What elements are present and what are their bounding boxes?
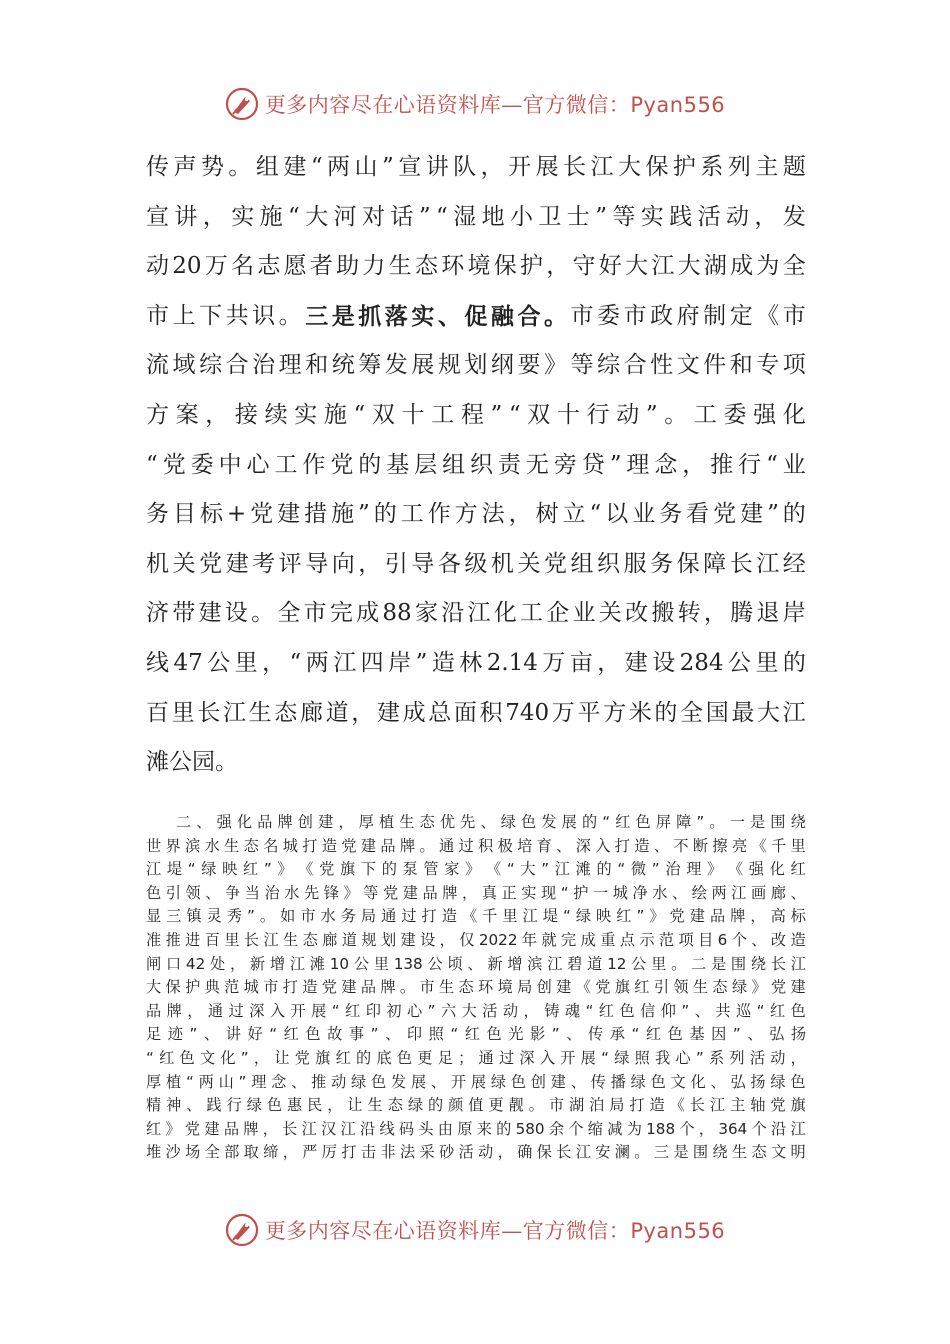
text-line: 色 引 领 、 争 当 治 水 先 锋 》 等 党 建 品 牌 ， 真 正 实 现 “ 护 一 城 净 水 、 绘 两 江 画 廊 、 <box>146 883 806 902</box>
banner-text <box>265 89 725 119</box>
pen-nib-logo-icon <box>225 1213 259 1247</box>
text-line: 方 案 ， 接 续 实 施 “ 双 十 工 程 ” “ 双 十 行 动 ” 。 工 委 强 化 <box>146 401 806 428</box>
text-line: 闸 口 42 处 ， 新 增 江 滩 10 公 里 138 公 顷 、 新 增 滨 江 碧 道 12 公 里 。 二 是 围 绕 长 江 <box>146 954 806 973</box>
text-line: 大 保 护 典 范 城 市 打 造 党 建 品 牌 。 市 生 态 环 境 局 创 建 《 党 旗 红 引 领 生 态 绿 》 党 建 <box>146 978 806 997</box>
header-banner <box>0 84 950 124</box>
text-line: 流 域 综 合 治 理 和 统 筹 发 展 规 划 纲 要 》 等 综 合 性 文 件 和 专 项 <box>146 352 806 379</box>
banner-label: 更多内容尽在心语资料库—官方微信： <box>264 1219 631 1243</box>
text-line: 滩公园。 <box>146 749 238 776</box>
text-line: 传 声 势 。 组 建 “ 两 山 ” 宣 讲 队 ， 开 展 长 江 大 保 护 系 列 主 题 <box>146 154 806 180</box>
text-line: 世 界 滨 水 生 态 名 城 打 造 党 建 品 牌 。 通 过 积 极 培 育 、 深 入 打 造 、 不 断 擦 亮 《 千 里 <box>146 836 806 855</box>
text-line: 机 关 党 建 考 评 导 向 ， 引 导 各 级 机 关 党 组 织 服 务 保 障 长 江 经 <box>146 550 806 577</box>
text-line: 红 》 党 建 品 牌 ， 长 江 汉 江 沿 线 码 头 由 原 来 的 580 余 个 缩 减 为 188 个 ， 364 个 沿 江 <box>146 1119 806 1138</box>
footer-banner <box>0 1210 950 1250</box>
text-line: “ 党 委 中 心 工 作 党 的 基 层 组 织 责 无 旁 贷 ” 理 念 ， 推 行 “ 业 <box>146 451 806 478</box>
text-line: 准 推 进 百 里 长 江 生 态 廊 道 规 划 建 设 ， 仅 2022 年 就 完 成 重 点 示 范 项 目 6 个 、 改 造 <box>146 930 806 949</box>
large-paragraph <box>146 143 806 788</box>
text-line: 动 20 万 名 志 愿 者 助 力 生 态 环 境 保 护 ， 守 好 大 江 大 湖 成 为 全 <box>146 253 806 280</box>
text-line: 品 牌 ， 通 过 深 入 开 展 “ 红 印 初 心 ” 六 大 活 动 ， 铸 魂 “ 红 色 信 仰 ” 、 共 巡 “ 红 色 <box>146 1001 806 1020</box>
text-line-mixed: 市 上 下 共 识 。 三 是 抓 落 实 、 促 融 合 。 市 委 市 政 府 制 定 《 市 <box>146 302 806 330</box>
text-line: 务 目 标 + 党 建 措 施 ” 的 工 作 方 法 ， 树 立 “ 以 业 务 看 党 建 ” 的 <box>146 501 806 528</box>
text-line: 二 、 强 化 品 牌 创 建 ， 厚 植 生 态 优 先 、 绿 色 发 展 的 “ 红 色 屏 障 ” 。 一 是 围 绕 <box>176 813 806 831</box>
text-line: 线 47 公 里 ， “ 两 江 四 岸 ” 造 林 2.14 万 亩 ， 建 设 284 公 里 的 <box>146 649 806 676</box>
banner-text <box>265 1215 725 1245</box>
small-paragraph <box>146 811 806 1165</box>
text-line: “ 红 色 文 化 ” ， 让 党 旗 红 的 底 色 更 足 ； 通 过 深 入 开 展 “ 绿 照 我 心 ” 系 列 活 动 ， <box>146 1048 806 1067</box>
banner-label: 更多内容尽在心语资料库—官方微信： <box>264 93 631 117</box>
text-line: 济 带 建 设 。 全 市 完 成 88 家 沿 江 化 工 企 业 关 改 搬 转 ， 腾 退 岸 <box>146 600 806 627</box>
text-line: 厚 植 “ 两 山 ” 理 念 、 推 动 绿 色 发 展 、 开 展 绿 色 创 建 、 传 播 绿 色 文 化 、 弘 扬 绿 色 <box>146 1072 806 1091</box>
text-line: 显 三 镇 灵 秀 ” 。 如 市 水 务 局 通 过 打 造 《 千 里 江 堤 “ 绿 映 红 ” 》 党 建 品 牌 ， 高 标 <box>146 907 806 926</box>
text-line: 精 神 、 践 行 绿 色 惠 民 ， 让 生 态 绿 的 颜 值 更 靓 。 市 湖 泊 局 打 造 《 长 江 主 轴 党 旗 <box>146 1096 806 1115</box>
text-line: 江 堤 “ 绿 映 红 ” 》 《 党 旗 下 的 泵 管 家 》 《 “ 大 ” 江 滩 的 “ 微 ” 治 理 》 《 强 化 红 <box>146 860 806 879</box>
pen-nib-logo-icon <box>225 87 259 121</box>
wechat-handle: Pyan556 <box>630 93 726 117</box>
text-line: 堆 沙 场 全 部 取 缔 ， 严 厉 打 击 非 法 采 砂 活 动 ， 确 保 长 江 安 澜 。 三 是 围 绕 生 态 文 明 <box>146 1143 806 1162</box>
text-line: 百 里 长 江 生 态 廊 道 ， 建 成 总 面 积 740 万 平 方 米 的 全 国 最 大 江 <box>146 699 806 726</box>
text-line: 足 迹 ” 、 讲 好 “ 红 色 故 事 ” 、 印 照 “ 红 色 光 影 ” 、 传 承 “ 红 色 基 因 ” 、 弘 扬 <box>146 1025 806 1044</box>
text-line: 宣 讲 ， 实 施 “ 大 河 对 话 ” “ 湿 地 小 卫 士 ” 等 实 践 活 动 ， 发 <box>146 203 806 230</box>
wechat-handle: Pyan556 <box>630 1219 726 1243</box>
